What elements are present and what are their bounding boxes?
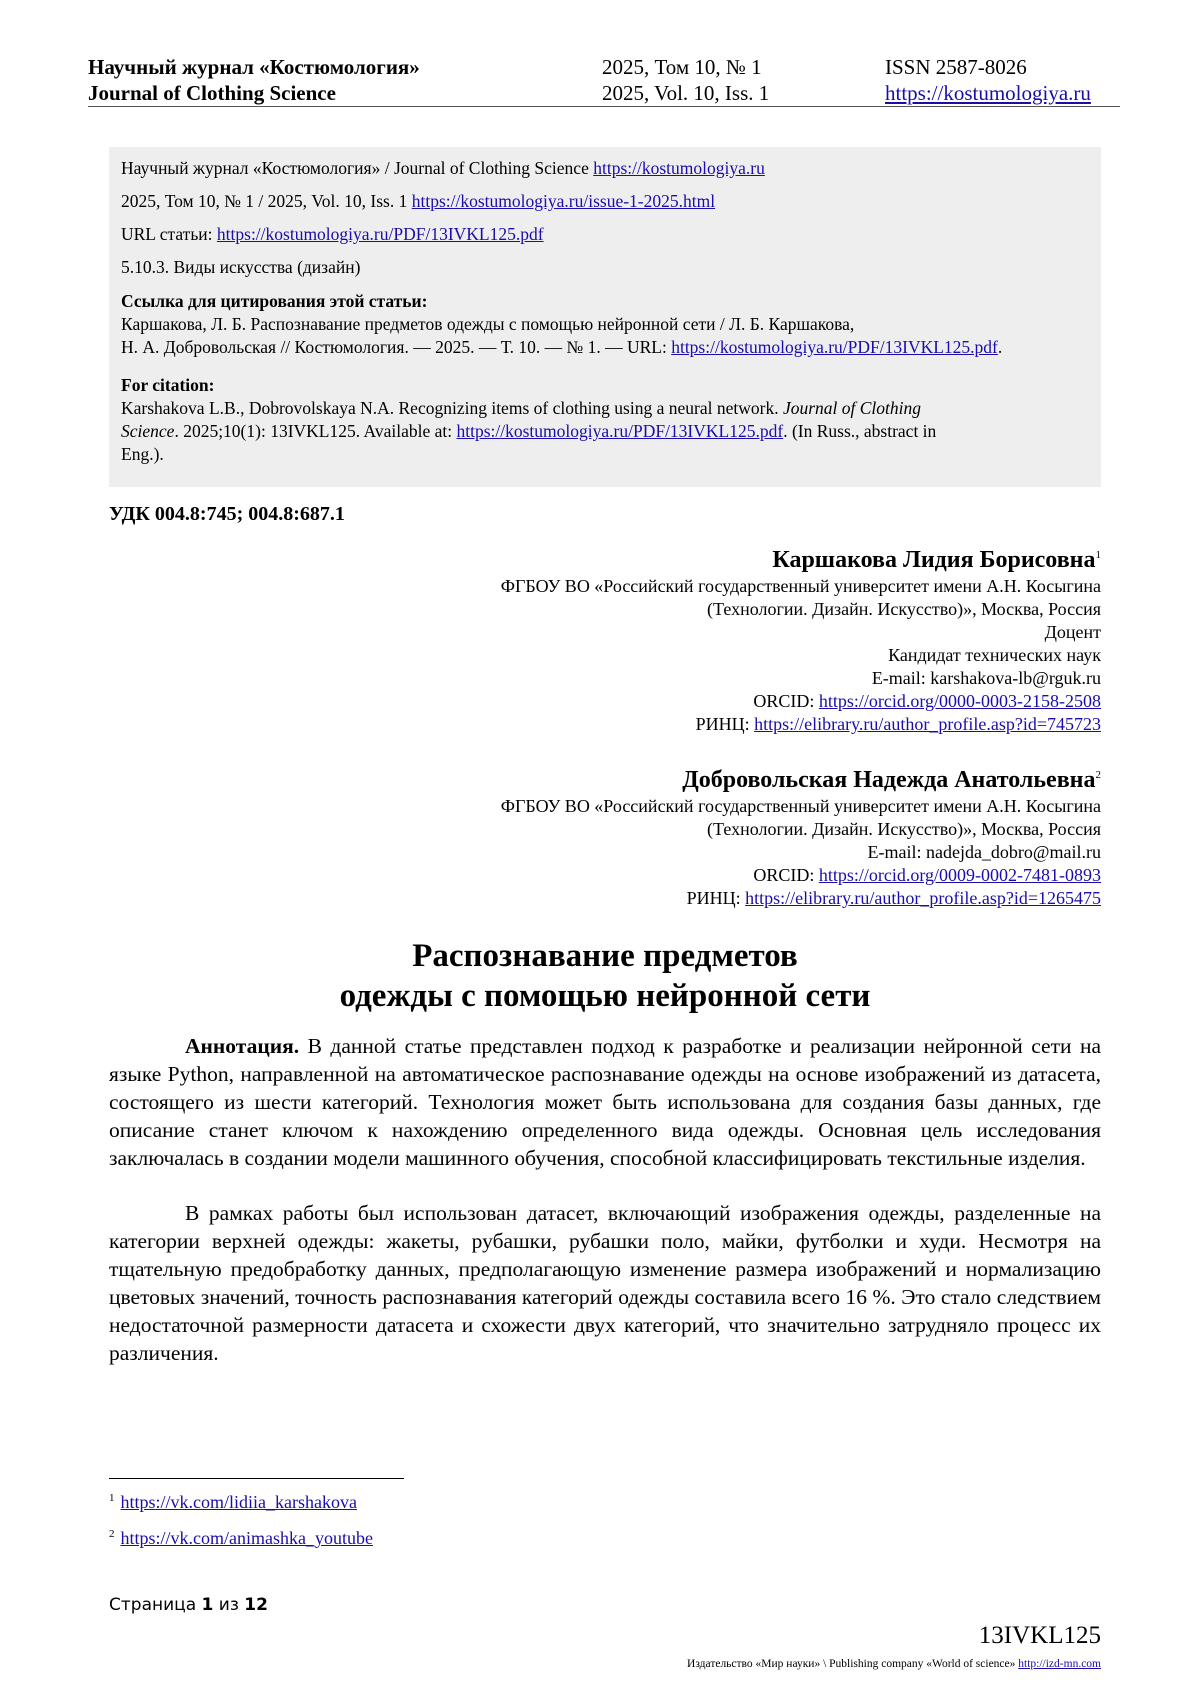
citebox-article-link[interactable]: https://kostumologiya.ru/PDF/13IVKL125.pdf xyxy=(216,224,544,244)
journal-name xyxy=(88,54,420,106)
footnote-link[interactable]: https://vk.com/animashka_youtube xyxy=(120,1528,373,1548)
abstract-paragraph-2: В рамках работы был использован датасет, включающий изображения одежды, разделенные на категории верхней одежды: жакеты, рубашки, рубашки поло, майки, футболки и худи. Несмотря на тщательную предобработку данных, предполагающую изменение размера изображений и нормализацию цветовых значений, точность распознавания категорий одежды составила всего 16 %. Это стало следствием недостаточной размерности датасета и схожести двух категорий, что значительно затрудняло процесс их различения. xyxy=(109,1201,1101,1365)
abstract-text-1: В данной статье представлен подход к разработке и реализации нейронной сети на языке Python, направленной на автоматическое распознавание одежды на основе изображений из датасета, состоящего из шести категорий. Технология может быть использована для создания базы данных, где описание станет ключом к нахождению определенного вида одежды. Основная цель исследования заключалась в создании модели машинного обучения, способной классифицировать текстильные изделия. xyxy=(109,1034,1101,1170)
citebox-issue-line xyxy=(121,190,1087,213)
publisher-link[interactable]: http://izd-mn.com xyxy=(1018,1658,1101,1670)
citebox-issue-text: 2025, Том 10, № 1 / 2025, Vol. 10, Iss. 1 xyxy=(121,191,412,211)
author-name-text: Каршакова Лидия Борисовна xyxy=(772,547,1096,573)
author-block-2 xyxy=(501,760,1101,910)
article-title-line1: Распознавание предметов xyxy=(412,938,798,974)
orcid-label: ORCID: xyxy=(753,865,819,885)
rinc-link[interactable]: https://elibrary.ru/author_profile.asp?id=745723 xyxy=(754,714,1101,734)
page-number xyxy=(109,1595,268,1615)
article-code: 13IVKL125 xyxy=(978,1622,1101,1649)
article-title-line2: одежды с помощью нейронной сети xyxy=(339,978,871,1014)
citebox-en-link[interactable]: https://kostumologiya.ru/PDF/13IVKL125.pdf xyxy=(456,421,784,441)
issue-ru: 2025, Том 10, № 1 xyxy=(602,55,762,79)
journal-header xyxy=(88,54,1120,107)
author-footnote-mark: 2 xyxy=(1095,769,1101,781)
page-current: 1 xyxy=(201,1595,214,1615)
page-total: 12 xyxy=(244,1595,268,1615)
footnote-1 xyxy=(109,1492,357,1513)
footnote-number: 2 xyxy=(109,1528,115,1540)
author-orcid xyxy=(501,690,1101,713)
author-email: E-mail: karshakova-lb@rguk.ru xyxy=(871,668,1101,688)
footnote-number: 1 xyxy=(109,1492,115,1504)
author-org-line2: (Технологии. Дизайн. Искусство)», Москва, Россия xyxy=(707,599,1101,619)
journal-name-en: Journal of Clothing Science xyxy=(88,81,336,105)
citebox-en-line2-end: . (In Russ., abstract in xyxy=(783,421,937,441)
citebox-en-heading: For citation: xyxy=(121,375,215,395)
citebox-ru-link[interactable]: https://kostumologiya.ru/PDF/13IVKL125.pdf xyxy=(671,337,998,357)
author-block-1 xyxy=(501,540,1101,736)
citebox-en-line3: Eng.). xyxy=(121,444,164,464)
citebox-ru-citation xyxy=(121,290,1087,359)
page-middle: из xyxy=(213,1595,245,1615)
publisher-line xyxy=(687,1658,1101,1670)
citebox-journal-line xyxy=(121,157,1087,180)
rinc-label: РИНЦ: xyxy=(686,888,746,908)
citebox-en-science-italic: Science xyxy=(121,421,175,441)
citebox-ru-line2-text: Н. А. Добровольская // Костюмология. — 2025. — Т. 10. — № 1. — URL: xyxy=(121,337,672,357)
citebox-en-line1 xyxy=(121,397,1087,420)
author-rinc xyxy=(501,887,1101,910)
citebox-url-label: URL статьи: xyxy=(121,224,217,244)
abstract-label: Аннотация. xyxy=(185,1034,300,1058)
citebox-journal-text: Научный журнал «Костюмология» / Journal of Clothing Science xyxy=(121,158,594,178)
citebox-ru-line1: Каршакова, Л. Б. Распознавание предметов одежды с помощью нейронной сети / Л. Б. Каршакова, xyxy=(121,314,855,334)
citebox-journal-link[interactable]: https://kostumologiya.ru xyxy=(593,158,765,178)
author-org-line1: ФГБОУ ВО «Российский государственный университет имени А.Н. Косыгина xyxy=(500,796,1101,816)
issn-block xyxy=(885,54,1091,106)
footnote-divider xyxy=(109,1478,404,1479)
citebox-specialty: 5.10.3. Виды искусства (дизайн) xyxy=(121,257,361,277)
citebox-en-line2 xyxy=(121,420,1087,443)
author-orcid xyxy=(501,864,1101,887)
author-org-line2: (Технологии. Дизайн. Искусство)», Москва, Россия xyxy=(707,819,1101,839)
author-name xyxy=(501,540,1101,575)
rinc-label: РИНЦ: xyxy=(695,714,755,734)
citebox-ru-heading: Ссылка для цитирования этой статьи: xyxy=(121,291,428,311)
journal-name-ru: Научный журнал «Костюмология» xyxy=(88,55,420,79)
citebox-en-citation xyxy=(121,374,1087,466)
citebox-ru-line2-end: . xyxy=(997,337,1003,357)
author-org-line1: ФГБОУ ВО «Российский государственный университет имени А.Н. Косыгина xyxy=(500,576,1101,596)
page-prefix: Страница xyxy=(109,1595,202,1615)
author-name xyxy=(501,760,1101,795)
citebox-issue-link[interactable]: https://kostumologiya.ru/issue-1-2025.html xyxy=(411,191,716,211)
author-name-text: Добровольская Надежда Анатольевна xyxy=(682,767,1096,793)
orcid-link[interactable]: https://orcid.org/0000-0003-2158-2508 xyxy=(818,691,1101,711)
orcid-link[interactable]: https://orcid.org/0009-0002-7481-0893 xyxy=(818,865,1101,885)
citebox-ru-line2 xyxy=(121,336,1087,359)
citebox-en-line1-text: Karshakova L.B., Dobrovolskaya N.A. Recognizing items of clothing using a neural network. xyxy=(121,398,783,418)
citebox-en-journal-italic: Journal of Clothing xyxy=(782,398,922,418)
journal-site-link[interactable]: https://kostumologiya.ru xyxy=(885,81,1091,105)
publisher-text: Издательство «Мир науки» \ Publishing company «World of science» xyxy=(687,1658,1019,1670)
issue-en: 2025, Vol. 10, Iss. 1 xyxy=(602,81,770,105)
citation-box xyxy=(109,147,1101,487)
citebox-url-line xyxy=(121,223,1087,246)
abstract-paragraph-1 xyxy=(109,1032,1101,1172)
footnote-link[interactable]: https://vk.com/lidiia_karshakova xyxy=(120,1492,357,1512)
rinc-link[interactable]: https://elibrary.ru/author_profile.asp?id=1265475 xyxy=(745,888,1101,908)
orcid-label: ORCID: xyxy=(753,691,819,711)
author-footnote-mark: 1 xyxy=(1095,549,1101,561)
citebox-en-line2-text: . 2025;10(1): 13IVKL125. Available at: xyxy=(174,421,457,441)
issue-info xyxy=(602,54,769,106)
author-rinc xyxy=(501,713,1101,736)
footnote-2 xyxy=(109,1528,373,1549)
author-position: Доцент xyxy=(1044,622,1101,642)
issn: ISSN 2587-8026 xyxy=(885,55,1027,79)
udk-code: УДК 004.8:745; 004.8:687.1 xyxy=(109,503,345,525)
author-email: E-mail: nadejda_dobro@mail.ru xyxy=(867,842,1101,862)
author-degree: Кандидат технических наук xyxy=(888,645,1101,665)
article-title xyxy=(109,936,1101,1016)
